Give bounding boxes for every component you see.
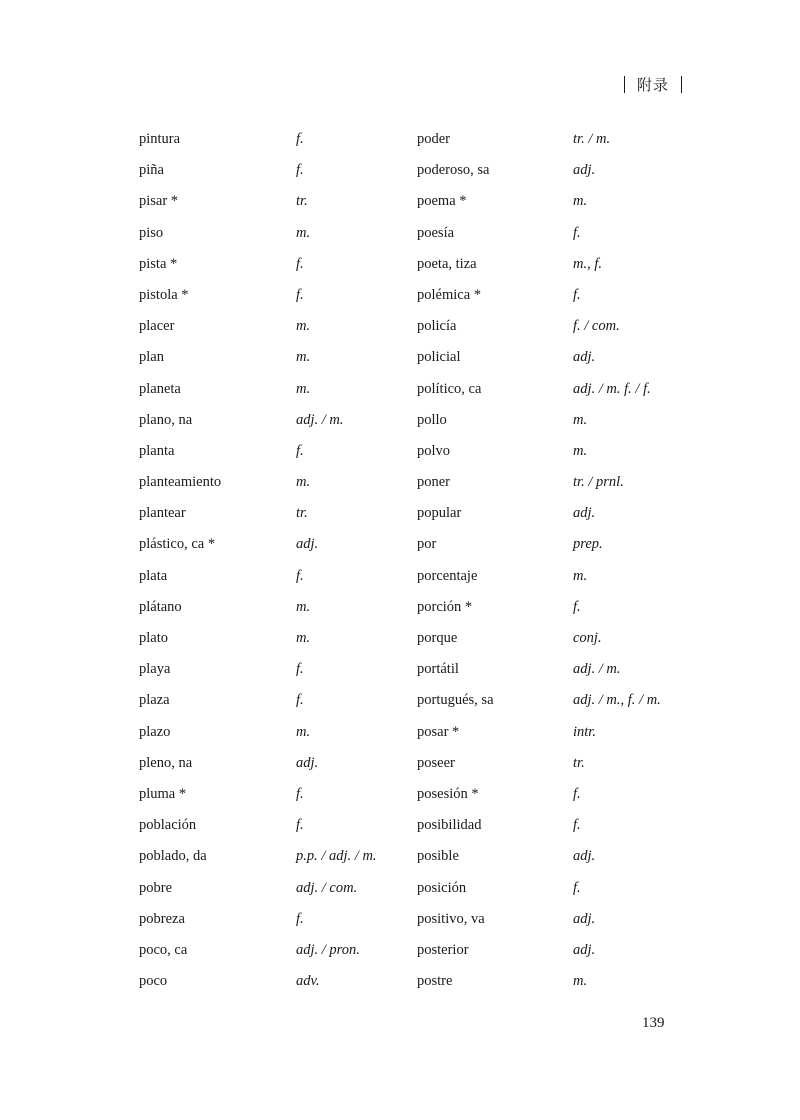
word-left: plantear: [139, 505, 186, 522]
word-left: planeta: [139, 380, 181, 397]
word-left: pobre: [139, 879, 173, 896]
word-left: placer: [139, 318, 175, 335]
word-right: portátil: [417, 661, 459, 678]
vocabulary-row: [0, 125, 800, 156]
part-of-speech-left: f.: [296, 910, 304, 927]
part-of-speech-left: adj. / pron.: [296, 941, 360, 958]
part-of-speech-left: m.: [296, 723, 311, 740]
word-left: plazo: [139, 723, 171, 740]
header-divider-left: [624, 76, 625, 93]
part-of-speech-right: adj.: [573, 505, 596, 522]
vocabulary-row: [0, 499, 800, 530]
part-of-speech-left: f.: [296, 785, 304, 802]
part-of-speech-right: tr. / prnl.: [573, 474, 624, 491]
vocabulary-row: [0, 312, 800, 343]
part-of-speech-right: adj.: [573, 910, 596, 927]
vocabulary-row: [0, 281, 800, 312]
part-of-speech-left: f.: [296, 442, 304, 459]
part-of-speech-left: adj. / com.: [296, 879, 358, 896]
vocabulary-row: [0, 530, 800, 561]
vocabulary-row: [0, 842, 800, 873]
word-right: poder: [417, 131, 451, 147]
vocabulary-row: [0, 874, 800, 905]
part-of-speech-right: m.: [573, 973, 588, 990]
word-left: playa: [139, 661, 171, 678]
part-of-speech-left: m.: [296, 598, 311, 615]
word-right: popular: [417, 505, 462, 522]
word-left: plata: [139, 567, 168, 584]
word-right: porción *: [417, 598, 473, 615]
word-right: posición: [417, 879, 467, 896]
part-of-speech-left: f.: [296, 817, 304, 834]
part-of-speech-left: m.: [296, 224, 311, 241]
vocabulary-row: [0, 655, 800, 686]
part-of-speech-left: f.: [296, 131, 304, 147]
vocabulary-row: [0, 187, 800, 218]
vocabulary-row: [0, 811, 800, 842]
vocabulary-row: [0, 718, 800, 749]
vocabulary-list: [0, 125, 800, 998]
part-of-speech-left: adj.: [296, 536, 319, 553]
word-left: planta: [139, 442, 175, 459]
part-of-speech-left: f.: [296, 692, 304, 709]
part-of-speech-left: f.: [296, 286, 304, 303]
word-right: pollo: [417, 411, 447, 428]
part-of-speech-right: f.: [573, 286, 581, 303]
part-of-speech-right: prep.: [573, 536, 603, 553]
part-of-speech-right: adj.: [573, 349, 596, 366]
part-of-speech-right: adj. / m.: [573, 661, 621, 678]
word-left: pisar *: [139, 193, 179, 210]
word-right: poner: [417, 474, 451, 491]
part-of-speech-left: tr.: [296, 193, 308, 210]
vocabulary-row: [0, 624, 800, 655]
part-of-speech-right: f.: [573, 224, 581, 241]
part-of-speech-right: adj. / m. f. / f.: [573, 380, 651, 397]
word-left: pobreza: [139, 910, 185, 927]
word-left: plan: [139, 349, 164, 366]
vocabulary-row: [0, 562, 800, 593]
part-of-speech-right: f.: [573, 817, 581, 834]
vocabulary-row: [0, 967, 800, 998]
part-of-speech-right: m.: [573, 567, 588, 584]
vocabulary-row: [0, 468, 800, 499]
part-of-speech-left: p.p. / adj. / m.: [296, 848, 377, 865]
vocabulary-row: [0, 406, 800, 437]
word-right: policial: [417, 349, 461, 366]
word-left: pleno, na: [139, 754, 193, 771]
word-left: poco: [139, 973, 168, 990]
part-of-speech-right: adj.: [573, 162, 596, 179]
running-header: [612, 74, 694, 95]
word-right: posibilidad: [417, 817, 482, 834]
vocabulary-row: [0, 686, 800, 717]
part-of-speech-left: f.: [296, 661, 304, 678]
word-left: plaza: [139, 692, 170, 709]
vocabulary-row: [0, 593, 800, 624]
word-left: poblado, da: [139, 848, 207, 865]
part-of-speech-left: f.: [296, 255, 304, 272]
vocabulary-row: [0, 343, 800, 374]
page-number: 139: [642, 1015, 665, 1031]
word-right: policía: [417, 318, 457, 335]
part-of-speech-right: f.: [573, 785, 581, 802]
part-of-speech-right: intr.: [573, 723, 596, 740]
word-left: plato: [139, 630, 168, 646]
part-of-speech-left: adj.: [296, 754, 319, 771]
part-of-speech-left: m.: [296, 318, 311, 335]
part-of-speech-left: f.: [296, 162, 304, 179]
part-of-speech-right: m.: [573, 411, 588, 428]
word-right: por: [417, 536, 437, 553]
word-right: poderoso, sa: [417, 162, 490, 179]
vocabulary-row: [0, 437, 800, 468]
vocabulary-row: [0, 749, 800, 780]
word-right: político, ca: [417, 380, 482, 397]
word-left: pintura: [139, 131, 181, 147]
part-of-speech-right: m.: [573, 442, 588, 459]
word-right: poesía: [417, 224, 455, 241]
word-left: población: [139, 817, 197, 834]
part-of-speech-right: f.: [573, 879, 581, 896]
word-right: positivo, va: [417, 910, 485, 927]
word-right: posesión *: [417, 785, 479, 802]
word-right: poema *: [417, 193, 467, 210]
vocabulary-row: [0, 156, 800, 187]
word-right: polvo: [417, 442, 451, 459]
word-right: posterior: [417, 941, 469, 958]
word-right: portugués, sa: [417, 692, 494, 709]
word-right: porque: [417, 630, 458, 646]
word-left: poco, ca: [139, 941, 188, 958]
word-left: pista *: [139, 255, 178, 272]
part-of-speech-right: m., f.: [573, 255, 602, 272]
part-of-speech-left: adj. / m.: [296, 411, 344, 428]
word-left: plástico, ca *: [139, 536, 216, 553]
part-of-speech-left: tr.: [296, 505, 308, 522]
vocabulary-row: [0, 780, 800, 811]
word-left: plátano: [139, 598, 182, 615]
part-of-speech-right: conj.: [573, 630, 602, 646]
vocabulary-row: [0, 250, 800, 281]
word-right: posar *: [417, 723, 460, 740]
part-of-speech-right: tr.: [573, 754, 585, 771]
word-left: plano, na: [139, 411, 193, 428]
part-of-speech-left: m.: [296, 630, 311, 646]
word-left: pluma *: [139, 785, 187, 802]
header-divider-right: [681, 76, 682, 93]
vocabulary-row: [0, 905, 800, 936]
word-right: poeta, tiza: [417, 255, 477, 272]
word-left: piña: [139, 162, 164, 179]
header-title: 附录: [637, 76, 670, 94]
word-right: poseer: [417, 754, 455, 771]
part-of-speech-left: adv.: [296, 973, 320, 990]
word-right: porcentaje: [417, 567, 478, 584]
word-right: polémica *: [417, 286, 482, 303]
word-left: planteamiento: [139, 474, 222, 491]
part-of-speech-right: f.: [573, 598, 581, 615]
word-right: posible: [417, 848, 459, 865]
word-left: piso: [139, 224, 164, 241]
part-of-speech-right: adj.: [573, 941, 596, 958]
part-of-speech-left: m.: [296, 349, 311, 366]
part-of-speech-left: m.: [296, 474, 311, 491]
part-of-speech-right: f. / com.: [573, 318, 620, 335]
part-of-speech-right: m.: [573, 193, 588, 210]
word-right: postre: [417, 973, 453, 990]
vocabulary-row: [0, 375, 800, 406]
part-of-speech-left: m.: [296, 380, 311, 397]
part-of-speech-right: adj. / m., f. / m.: [573, 692, 661, 709]
vocabulary-row: [0, 219, 800, 250]
part-of-speech-right: adj.: [573, 848, 596, 865]
word-left: pistola *: [139, 286, 189, 303]
part-of-speech-right: tr. / m.: [573, 131, 611, 147]
vocabulary-row: [0, 936, 800, 967]
part-of-speech-left: f.: [296, 567, 304, 584]
